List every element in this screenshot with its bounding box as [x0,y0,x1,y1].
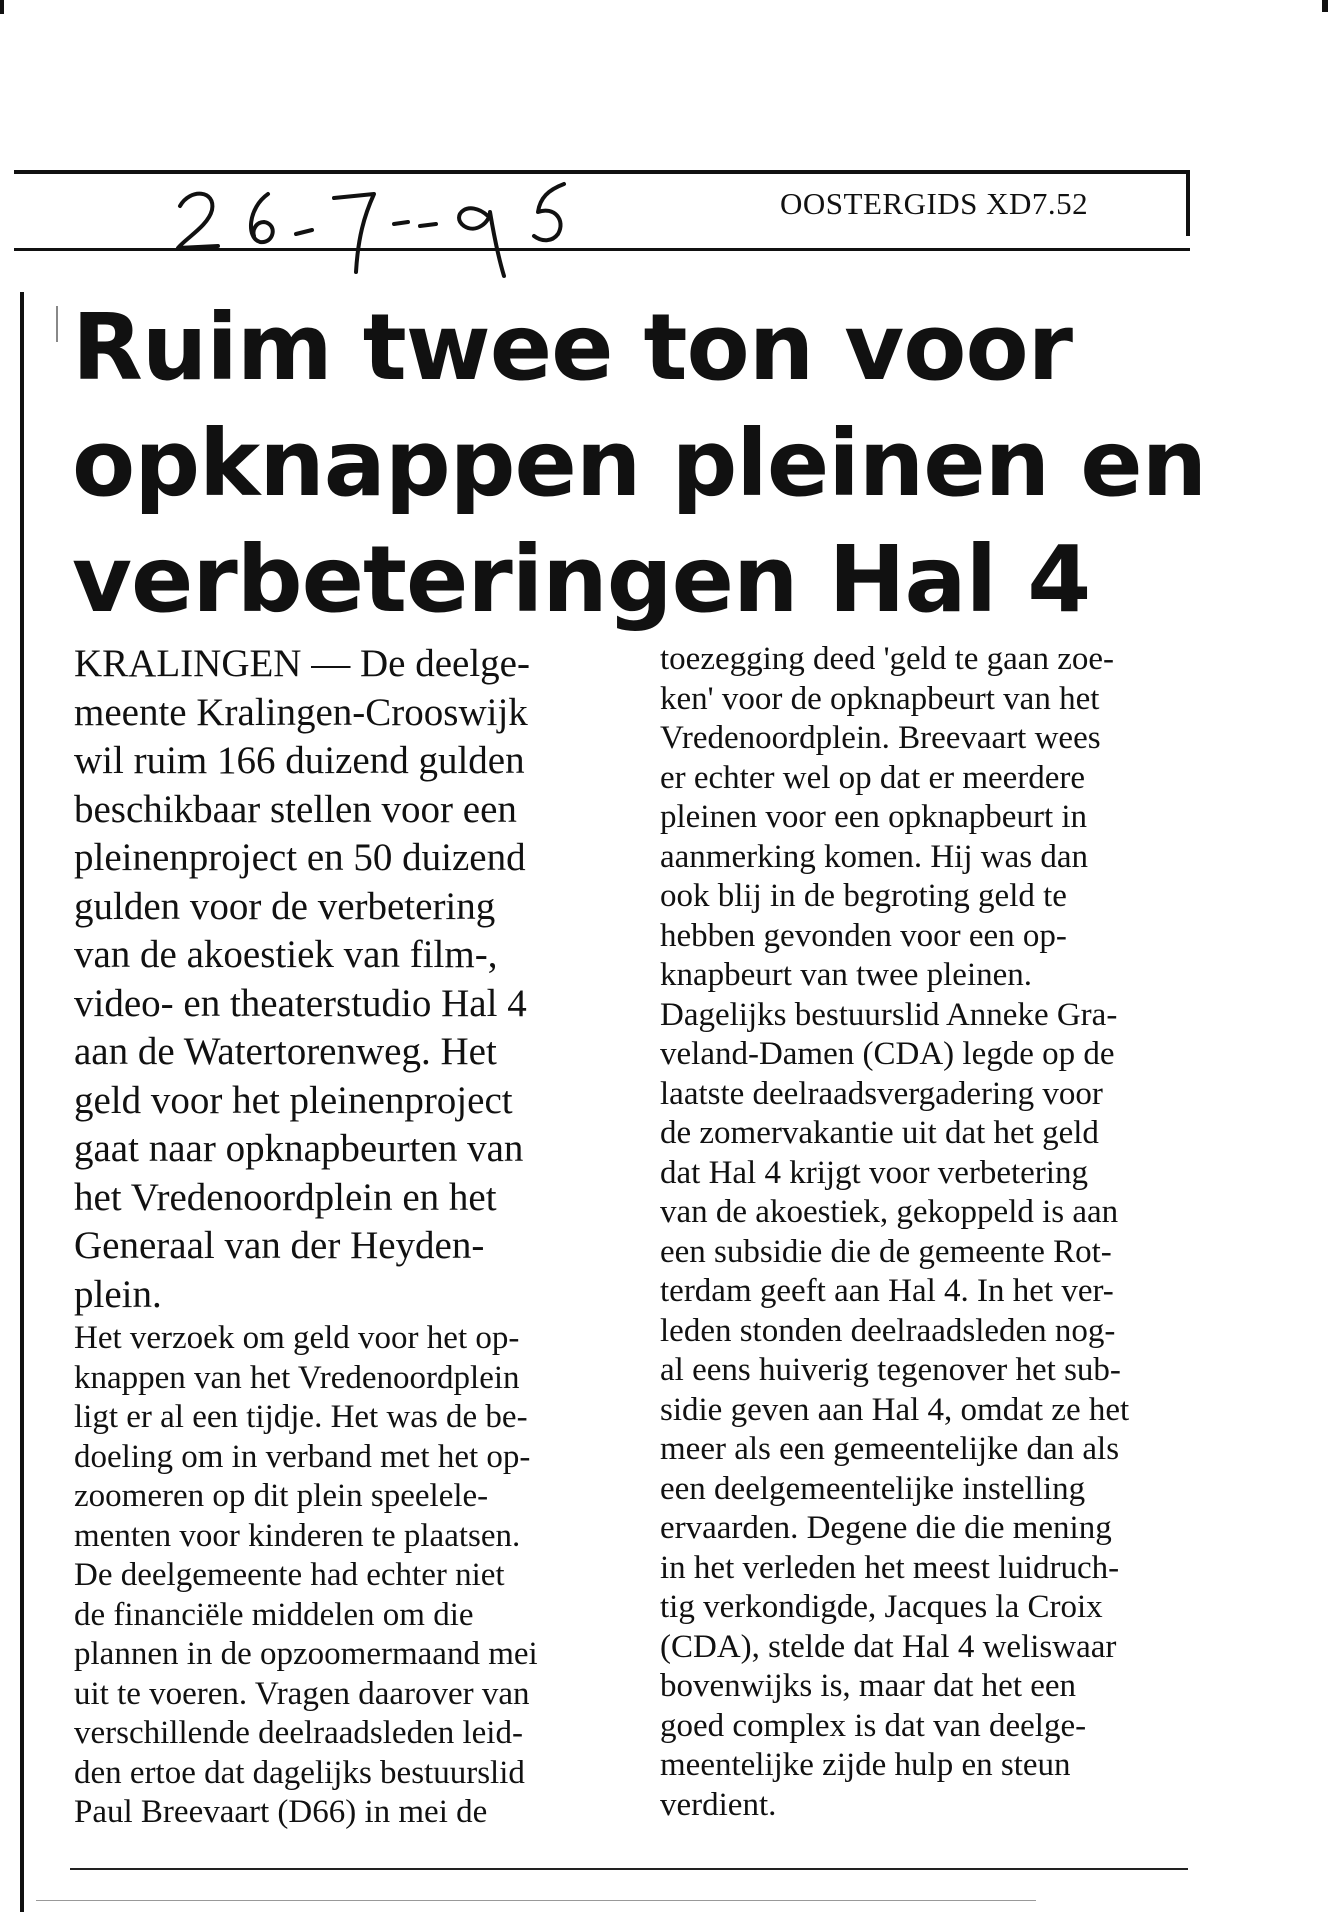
lead-paragraph [74,640,602,1319]
text-line: veland-Damen (CDA) legde op de [660,1036,1115,1072]
masthead-rule-edge [1186,170,1190,236]
headline-line: opknappen pleinen en [72,410,1207,517]
body-paragraph [74,1319,602,1833]
text-line: knapbeurt van twee pleinen. [660,957,1033,993]
text-line: laatste deelraadsvergadering voor [660,1075,1103,1112]
text-line: knappen van het Vredenoordplein [74,1359,520,1396]
left-margin-rule [20,292,24,1912]
text-line: terdam geeft aan Hal 4. In het ver- [660,1273,1114,1309]
text-line: aanmerking komen. Hij was dan [660,838,1088,875]
text-line: Dagelijks bestuurslid Anneke Gra- [660,996,1118,1033]
text-line: Het verzoek om geld voor het op- [74,1320,520,1356]
text-line: verschillende deelraadsleden leid- [74,1715,523,1751]
text-line: gulden voor de verbetering [74,884,496,928]
text-line: al eens huiverig tegenover het sub- [660,1352,1121,1388]
newspaper-source: OOSTERGIDS XD7.52 [780,186,1089,221]
text-line: (CDA), stelde dat Hal 4 weliswaar [660,1628,1117,1665]
scan-corner-mark [0,0,4,14]
text-line: een deelgemeentelijke instelling [660,1470,1086,1507]
text-line: ken' voor de opknapbeurt van het [660,680,1100,717]
text-line: meer als een gemeentelijke dan als [660,1431,1120,1467]
text-line: goed complex is dat van deelge- [660,1707,1087,1744]
text-line: KRALINGEN — De deelge- [74,642,530,685]
text-line: tig verkondigde, Jacques la Croix [660,1589,1103,1625]
bottom-rule [70,1868,1188,1870]
text-line: leden stonden deelraadsleden nog- [660,1312,1116,1349]
text-line: ook blij in de begroting geld te [660,878,1067,914]
text-line: geld voor het pleinenproject [74,1078,513,1122]
text-line: meentelijke zijde hulp en steun [660,1747,1071,1783]
text-line: Paul Breevaart (D66) in mei de [74,1794,488,1830]
text-line: in het verleden het meest luidruch- [660,1549,1120,1586]
text-line: een subsidie die de gemeente Rot- [660,1233,1112,1270]
text-line: plein. [74,1272,162,1316]
text-line: de financiële middelen om die [74,1596,474,1633]
text-line: pleinen voor een opknapbeurt in [660,799,1088,835]
text-line: het Vredenoordplein en het [74,1175,497,1219]
scan-corner-mark-right [1322,0,1328,12]
text-line: Vredenoordplein. Breevaart wees [660,720,1101,756]
article-column-right [660,640,1190,1825]
text-line: gaat naar opknapbeurten van [74,1127,524,1170]
text-line: er echter wel op dat er meerdere [660,759,1086,796]
text-line: toezegging deed 'geld te gaan zoe- [660,641,1114,677]
scan-edge-line [36,1900,1036,1901]
text-line: aan de Watertorenweg. Het [74,1030,497,1073]
handwritten-date [168,176,628,296]
text-line: plannen in de opzoomermaand mei [74,1636,538,1672]
text-line: hebben gevonden voor een op- [660,917,1067,954]
handwritten-date-drawing [168,176,628,296]
text-line: van de akoestiek van film-, [74,933,498,976]
text-line: verdient. [660,1786,777,1823]
text-line: dat Hal 4 krijgt voor verbetering [660,1154,1088,1191]
headline-line: verbeteringen Hal 4 [72,526,1091,633]
text-line: ervaarden. Degene die die mening [660,1510,1112,1546]
text-line: uit te voeren. Vragen daarover van [74,1675,530,1712]
text-line: Generaal van der Heyden- [74,1224,485,1267]
text-line: den ertoe dat dagelijks bestuurslid [74,1754,525,1791]
text-line: doeling om in verband met het op- [74,1438,531,1475]
text-line: menten voor kinderen te plaatsen. [74,1517,521,1554]
text-line: van de akoestiek, gekoppeld is aan [660,1194,1119,1230]
text-line: ligt er al een tijdje. Het was de be- [74,1399,528,1435]
text-line: pleinenproject en 50 duizend [74,836,526,879]
text-line: meente Kralingen-Crooswijk [74,690,528,734]
text-line: de zomervakantie uit dat het geld [660,1115,1099,1151]
text-line: bovenwijks is, maar dat het een [660,1668,1077,1704]
body-paragraph [660,640,1190,1825]
masthead-rule-top [14,170,1190,174]
scan-tick-mark [56,306,58,342]
text-line: video- en theaterstudio Hal 4 [74,981,527,1025]
article-headline [72,290,1207,638]
article-column-left [74,640,602,1833]
text-line: De deelgemeente had echter niet [74,1557,505,1593]
headline-line: Ruim twee ton voor [72,294,1073,401]
text-line: sidie geven aan Hal 4, omdat ze het [660,1391,1130,1428]
text-line: beschikbaar stellen voor een [74,787,517,831]
text-line: zoomeren op dit plein speelele- [74,1478,489,1514]
text-line: wil ruim 166 duizend gulden [74,739,525,782]
